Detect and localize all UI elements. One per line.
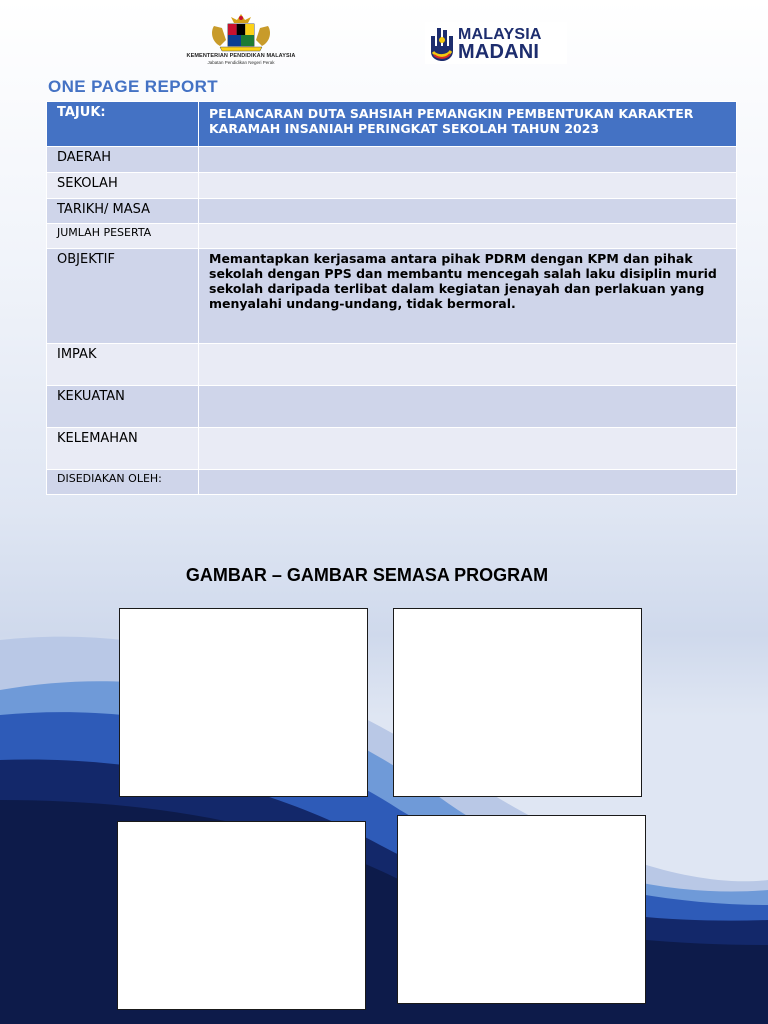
table-row-kekuatan [47, 386, 737, 428]
tajuk-text: PELANCARAN DUTA SAHSIAH PEMANGKIN PEMBENTUKAN KARAKTER KARAMAH INSANIAH PERINGKAT SEKOLAH TAHUN 2023 [209, 106, 694, 136]
madani-logo-line1: MALAYSIA [458, 26, 542, 43]
ministry-name: KEMENTERIAN PENDIDIKAN MALAYSIA [186, 53, 296, 59]
jumlah-label: JUMLAH PESERTA [47, 224, 199, 249]
table-row-kelemahan [47, 428, 737, 470]
department-name: Jabatan Pendidikan Negeri Perak [207, 60, 275, 65]
disediakan-label: DISEDIAKAN OLEH: [47, 470, 199, 495]
sekolah-value[interactable] [199, 173, 737, 199]
table-row-sekolah [47, 173, 737, 199]
objektif-value [199, 249, 737, 344]
daerah-label: DAERAH [47, 147, 199, 173]
kekuatan-value[interactable] [199, 386, 737, 428]
report-title: ONE PAGE REPORT [48, 77, 219, 96]
impak-value[interactable] [199, 344, 737, 386]
ministry-crest-logo [176, 12, 306, 64]
table-row-impak [47, 344, 737, 386]
kelemahan-label: KELEMAHAN [47, 428, 199, 470]
gallery-heading: GAMBAR – GAMBAR SEMASA PROGRAM [185, 565, 549, 585]
sekolah-label: SEKOLAH [47, 173, 199, 199]
table-row-tarikh [47, 199, 737, 224]
objektif-label: OBJEKTIF [47, 249, 199, 344]
tajuk-label: TAJUK: [47, 102, 199, 147]
impak-label: IMPAK [47, 344, 199, 386]
photo-placeholder-1[interactable] [119, 608, 368, 797]
report-table [46, 101, 737, 495]
photo-placeholder-4[interactable] [397, 815, 646, 1004]
table-row-objektif [47, 249, 737, 344]
malaysia-madani-logo [425, 22, 567, 64]
tajuk-value [199, 102, 737, 147]
tarikh-value[interactable] [199, 199, 737, 224]
table-row-disediakan [47, 470, 737, 495]
photo-placeholder-3[interactable] [117, 821, 366, 1010]
madani-hand-icon [427, 24, 457, 62]
table-row-jumlah [47, 224, 737, 249]
daerah-value[interactable] [199, 147, 737, 173]
madani-logo-line2: MADANI [458, 41, 540, 63]
table-row-daerah [47, 147, 737, 173]
kelemahan-value[interactable] [199, 428, 737, 470]
tarikh-label: TARIKH/ MASA [47, 199, 199, 224]
table-row-tajuk [47, 102, 737, 147]
objektif-text: Memantapkan kerjasama antara pihak PDRM dengan KPM dan pihak sekolah dengan PPS dan membantu mencegah salah laku disiplin murid sekolah daripada terlibat dalam kegiatan jenayah dan perlakuan yang menyalahi undang-undang, tidak bermoral. [209, 251, 717, 311]
kekuatan-label: KEKUATAN [47, 386, 199, 428]
photo-placeholder-2[interactable] [393, 608, 642, 797]
coat-of-arms-icon [206, 12, 276, 52]
disediakan-value[interactable] [199, 470, 737, 495]
jumlah-value[interactable] [199, 224, 737, 249]
